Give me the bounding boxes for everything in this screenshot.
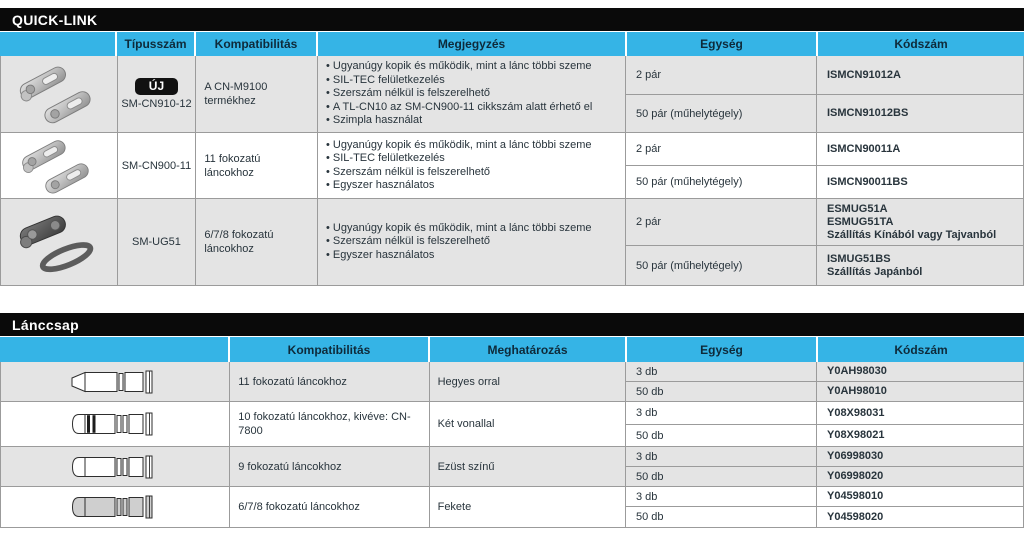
model-number: SM-CN900-11 <box>121 159 192 172</box>
description-text: Ezüst színű <box>437 460 495 473</box>
unit-cell <box>626 246 817 285</box>
chain-pin-row-678speed <box>1 487 1023 527</box>
chain-pin-black-icon <box>70 495 160 519</box>
quick-link-silver-photo-icon <box>7 59 111 129</box>
quick-link-title-band <box>0 8 1024 31</box>
notes-cell <box>318 56 626 132</box>
note-item: • Szerszám nélkül is felszerelhető <box>326 166 490 180</box>
compatibility-cell <box>196 133 318 198</box>
header-code: Kódszám <box>818 32 1024 56</box>
code-text: ISMCN90011A <box>827 142 901 155</box>
unit-text: 3 db <box>635 490 658 503</box>
variant-row <box>626 166 1023 198</box>
note-item: • Ugyanúgy kopik és működik, mint a lánc többi szeme <box>326 60 592 74</box>
code-text: Y08X98021 <box>826 429 885 441</box>
code-cell <box>817 425 1023 446</box>
unit-cell <box>626 467 817 486</box>
header-image-spacer <box>0 32 117 56</box>
code-cell <box>817 362 1023 381</box>
chain-pin-pointed-icon <box>70 370 160 394</box>
variant-row <box>626 382 1023 401</box>
note-item: • SIL-TEC felületkezelés <box>326 74 445 88</box>
description-cell <box>430 447 626 486</box>
variants-cell <box>626 56 1023 132</box>
variant-row <box>626 467 1023 486</box>
note-item: • Szimpla használat <box>326 114 422 128</box>
pin-drawing-cell <box>1 447 230 486</box>
compatibility-cell <box>230 362 429 401</box>
variant-row <box>626 199 1023 246</box>
chain-pin-table <box>0 313 1024 528</box>
unit-cell <box>626 56 817 94</box>
description-text: Két vonallal <box>437 418 495 430</box>
chain-pin-row-11speed <box>1 362 1023 402</box>
chain-pin-title-band <box>0 313 1024 336</box>
unit-text: 3 db <box>635 365 658 378</box>
header-type: Típusszám <box>117 32 196 56</box>
quick-link-title: QUICK-LINK <box>12 11 98 28</box>
compatibility-text: 9 fokozatú láncokhoz <box>238 460 342 473</box>
product-photo-cell <box>1 56 118 132</box>
quick-link-table <box>0 8 1024 286</box>
compatibility-text: 11 fokozatú láncokhoz <box>204 152 261 179</box>
variants-cell <box>626 133 1023 198</box>
unit-cell <box>626 507 817 527</box>
compatibility-text: 6/7/8 fokozatú láncokhoz <box>238 501 360 513</box>
unit-cell <box>626 166 817 198</box>
unit-cell <box>626 447 817 466</box>
note-item: • A TL-CN10 az SM-CN900-11 cikkszám alatt érhető el <box>326 101 592 115</box>
code-cell <box>817 199 1023 245</box>
compatibility-cell <box>230 402 429 446</box>
pin-drawing-cell <box>1 402 230 446</box>
code-text: ISMCN90011BS <box>827 175 908 188</box>
header-desc: Meghatározás <box>430 337 627 362</box>
header-compat: Kompatibilitás <box>196 32 318 56</box>
code-text: Y04598010 <box>826 490 884 502</box>
code-text: Y06998030 <box>826 450 884 462</box>
code-cell <box>817 133 1023 165</box>
variant-row <box>626 447 1023 467</box>
new-badge: ÚJ <box>135 78 178 95</box>
unit-text: 50 db <box>635 511 664 523</box>
code-text: ESMUG51A <box>827 202 888 215</box>
chain-pin-body <box>0 362 1024 528</box>
variant-row <box>626 402 1023 425</box>
code-cell <box>817 507 1023 527</box>
code-cell <box>817 246 1023 285</box>
description-text: Fekete <box>437 501 472 513</box>
compatibility-text: 11 fokozatú láncokhoz <box>238 375 347 388</box>
chain-pin-silver-icon <box>70 455 160 479</box>
quick-link-row-sm-cn900-11 <box>1 133 1023 199</box>
code-cell <box>817 487 1023 506</box>
compatibility-text: 10 fokozatú láncokhoz, kivéve: CN-7800 <box>238 411 411 437</box>
compatibility-text: 6/7/8 fokozatú láncokhoz <box>204 229 274 255</box>
product-photo-cell <box>1 199 118 285</box>
code-cell <box>817 447 1023 466</box>
code-shipping-text: Szállítás Japánból <box>827 265 923 278</box>
unit-cell <box>626 133 817 165</box>
variant-row <box>626 56 1023 95</box>
chain-pin-two-lines-icon <box>70 412 160 436</box>
header-image-spacer <box>0 337 230 362</box>
pin-drawing-cell <box>1 487 230 527</box>
code-cell <box>817 95 1023 132</box>
code-cell <box>817 166 1023 198</box>
unit-text: 2 pár <box>636 69 662 81</box>
code-text: Y04598020 <box>826 510 884 523</box>
variant-row <box>626 95 1023 132</box>
code-cell <box>817 467 1023 486</box>
quick-link-row-sm-cn910-12 <box>1 56 1023 133</box>
unit-cell <box>626 425 817 446</box>
variants-cell <box>626 402 1023 446</box>
unit-cell <box>626 362 817 381</box>
variant-row <box>626 425 1023 446</box>
note-item: • Egyszer használatos <box>326 249 434 263</box>
code-text: ISMCN91012BS <box>827 107 909 119</box>
unit-text: 2 pár <box>636 216 662 228</box>
quick-link-row-sm-ug51 <box>1 199 1023 285</box>
note-item: • Szerszám nélkül is felszerelhető <box>326 87 490 101</box>
code-text: Y0AH98010 <box>826 385 887 397</box>
note-item: • SIL-TEC felületkezelés <box>326 152 445 166</box>
unit-cell <box>626 487 817 506</box>
variant-row <box>626 487 1023 507</box>
quick-link-body <box>0 56 1024 286</box>
unit-text: 50 pár (műhelytégely) <box>636 259 743 272</box>
header-compat: Kompatibilitás <box>230 337 430 362</box>
notes-cell <box>318 199 626 285</box>
model-number: SM-CN910-12 <box>121 98 192 110</box>
header-code: Kódszám <box>818 337 1024 362</box>
variant-row <box>626 246 1023 285</box>
code-text: Y0AH98030 <box>826 365 887 377</box>
unit-cell <box>626 402 817 424</box>
variants-cell <box>626 199 1023 285</box>
compatibility-cell <box>230 487 429 527</box>
code-shipping-text: Szállítás Kínából vagy Tajvanból <box>827 228 997 241</box>
unit-text: 2 pár <box>636 143 662 155</box>
unit-text: 50 pár (műhelytégely) <box>636 176 743 188</box>
compatibility-cell <box>230 447 429 486</box>
variants-cell <box>626 487 1023 527</box>
code-text: ESMUG51TA <box>827 215 894 228</box>
notes-cell <box>318 133 626 198</box>
type-cell <box>118 199 197 285</box>
code-cell <box>817 402 1023 424</box>
code-cell <box>817 56 1023 94</box>
variant-row <box>626 507 1023 527</box>
compatibility-text: A CN-M9100 termékhez <box>204 81 268 107</box>
header-notes: Megjegyzés <box>318 32 627 56</box>
unit-cell <box>626 95 817 132</box>
chain-pin-row-9speed <box>1 447 1023 487</box>
quick-link-header-row <box>0 31 1024 56</box>
unit-text: 50 pár (műhelytégely) <box>636 107 743 120</box>
description-cell <box>430 362 626 401</box>
code-text: Y08X98031 <box>826 406 885 419</box>
code-text: Y06998020 <box>826 470 884 482</box>
model-number: SM-UG51 <box>132 236 181 248</box>
unit-cell <box>626 382 817 401</box>
pin-drawing-cell <box>1 362 230 401</box>
note-item: • Ugyanúgy kopik és működik, mint a lánc többi szeme <box>326 139 592 153</box>
chain-pin-row-10speed <box>1 402 1023 447</box>
code-text: ISMCN91012A <box>827 68 901 81</box>
code-text: ISMUG51BS <box>827 252 891 265</box>
unit-text: 50 db <box>635 470 664 483</box>
unit-cell <box>626 199 817 245</box>
quick-link-silver-photo-icon <box>7 134 111 198</box>
chain-link-dark-photo-icon <box>7 207 111 277</box>
chain-pin-header-row <box>0 336 1024 362</box>
variants-cell <box>626 447 1023 486</box>
compatibility-cell <box>196 199 318 285</box>
description-cell <box>430 402 626 446</box>
type-cell <box>118 133 197 198</box>
variant-row <box>626 362 1023 382</box>
unit-text: 3 db <box>635 450 658 463</box>
unit-text: 3 db <box>635 407 658 419</box>
note-item: • Ugyanúgy kopik és működik, mint a lánc többi szeme <box>326 222 592 236</box>
description-text: Hegyes orral <box>437 375 500 388</box>
type-cell <box>118 56 197 132</box>
variants-cell <box>626 362 1023 401</box>
header-unit: Egység <box>627 32 818 56</box>
code-cell <box>817 382 1023 401</box>
unit-text: 50 db <box>635 385 664 398</box>
product-photo-cell <box>1 133 118 198</box>
chain-pin-title: Lánccsap <box>12 316 79 333</box>
note-item: • Szerszám nélkül is felszerelhető <box>326 235 490 249</box>
unit-text: 50 db <box>635 429 664 442</box>
note-item: • Egyszer használatos <box>326 179 434 193</box>
description-cell <box>430 487 626 527</box>
header-unit: Egység <box>627 337 818 362</box>
variant-row <box>626 133 1023 166</box>
compatibility-cell <box>196 56 318 132</box>
